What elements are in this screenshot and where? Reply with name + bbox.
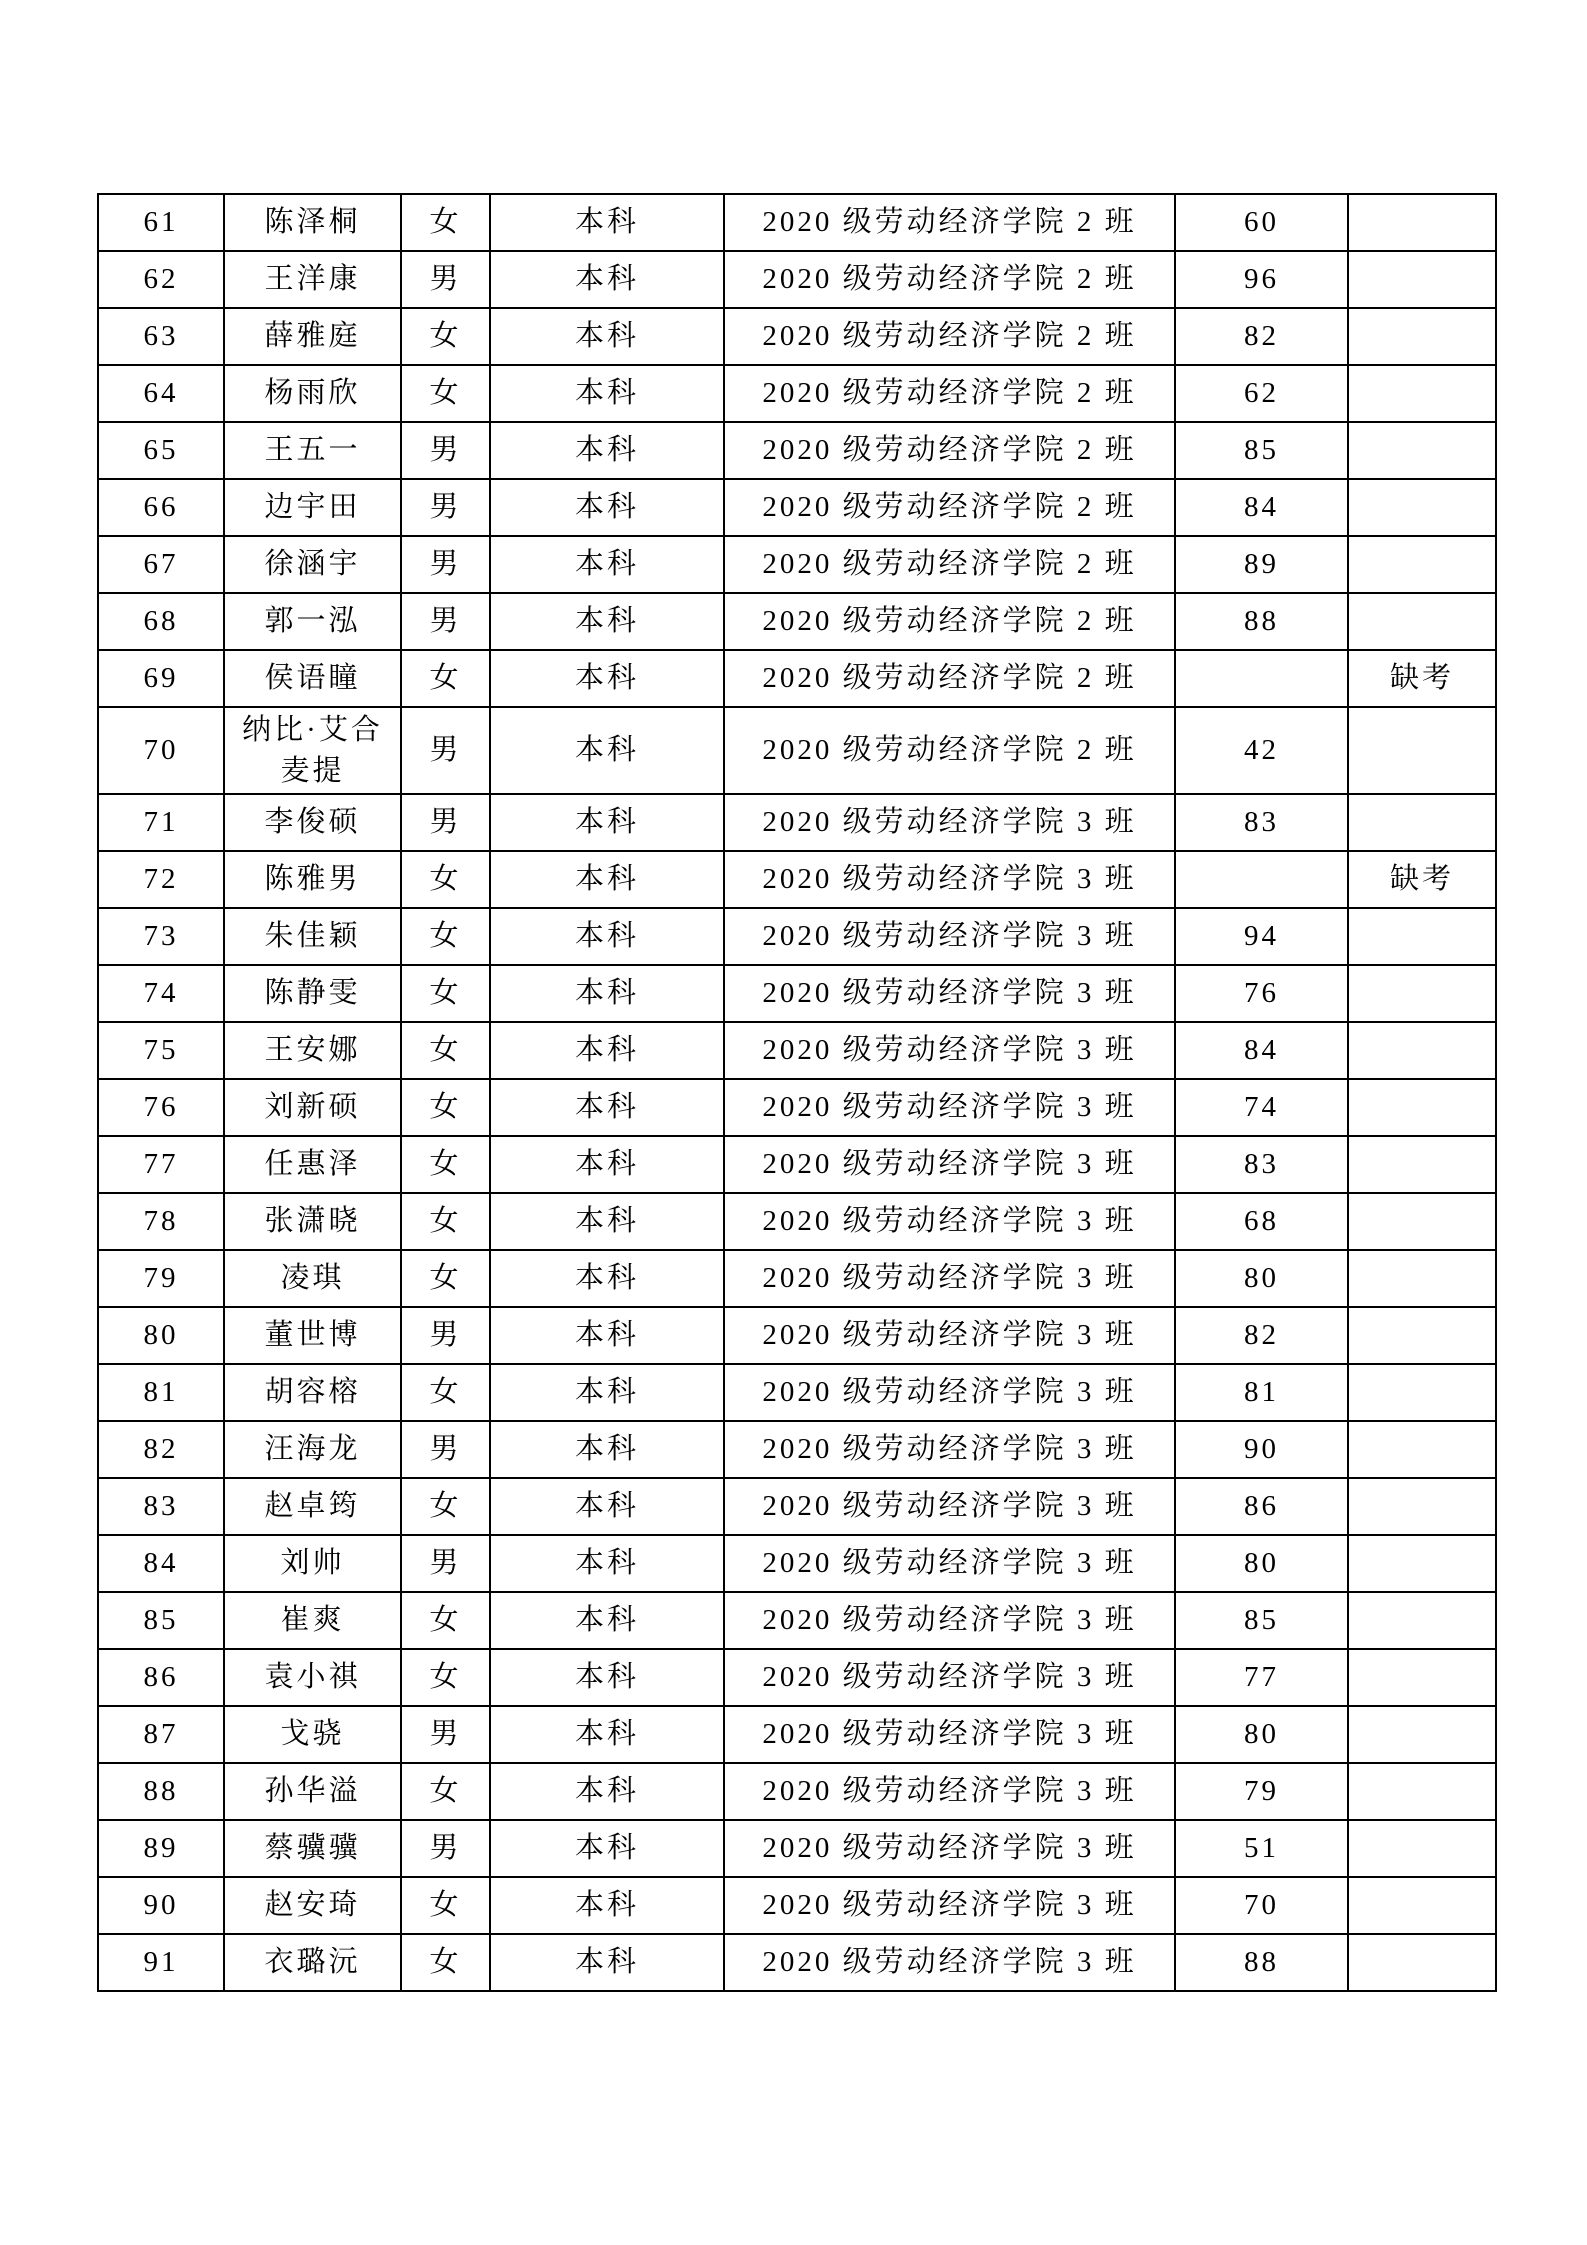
- cell-number: 69: [98, 650, 224, 707]
- cell-level: 本科: [490, 707, 724, 794]
- cell-class_name: 2020 级劳动经济学院 2 班: [724, 194, 1175, 251]
- cell-level: 本科: [490, 1535, 724, 1592]
- cell-remark: [1348, 965, 1496, 1022]
- cell-remark: 缺考: [1348, 851, 1496, 908]
- cell-remark: [1348, 1022, 1496, 1079]
- cell-class_name: 2020 级劳动经济学院 3 班: [724, 1592, 1175, 1649]
- cell-class_name: 2020 级劳动经济学院 2 班: [724, 365, 1175, 422]
- cell-name: 赵安琦: [224, 1877, 401, 1934]
- cell-name: 边宇田: [224, 479, 401, 536]
- cell-level: 本科: [490, 1877, 724, 1934]
- cell-level: 本科: [490, 1364, 724, 1421]
- cell-class_name: 2020 级劳动经济学院 3 班: [724, 1364, 1175, 1421]
- cell-gender: 女: [401, 1364, 490, 1421]
- cell-remark: [1348, 1307, 1496, 1364]
- cell-gender: 女: [401, 851, 490, 908]
- cell-gender: 女: [401, 1136, 490, 1193]
- cell-number: 79: [98, 1250, 224, 1307]
- cell-level: 本科: [490, 1763, 724, 1820]
- cell-name: 陈静雯: [224, 965, 401, 1022]
- cell-class_name: 2020 级劳动经济学院 3 班: [724, 851, 1175, 908]
- cell-remark: [1348, 1535, 1496, 1592]
- cell-gender: 男: [401, 1706, 490, 1763]
- cell-gender: 女: [401, 908, 490, 965]
- cell-level: 本科: [490, 593, 724, 650]
- cell-gender: 女: [401, 308, 490, 365]
- cell-name: 衣璐沅: [224, 1934, 401, 1991]
- cell-gender: 女: [401, 1934, 490, 1991]
- cell-class_name: 2020 级劳动经济学院 3 班: [724, 1877, 1175, 1934]
- cell-class_name: 2020 级劳动经济学院 2 班: [724, 707, 1175, 794]
- table-row: [98, 1934, 1496, 1991]
- table-row: [98, 650, 1496, 707]
- cell-number: 88: [98, 1763, 224, 1820]
- cell-class_name: 2020 级劳动经济学院 3 班: [724, 1250, 1175, 1307]
- cell-class_name: 2020 级劳动经济学院 2 班: [724, 593, 1175, 650]
- cell-class_name: 2020 级劳动经济学院 2 班: [724, 308, 1175, 365]
- cell-score: 51: [1175, 1820, 1348, 1877]
- cell-number: 87: [98, 1706, 224, 1763]
- cell-level: 本科: [490, 1934, 724, 1991]
- cell-remark: [1348, 1934, 1496, 1991]
- cell-level: 本科: [490, 365, 724, 422]
- cell-name: 王洋康: [224, 251, 401, 308]
- cell-number: 76: [98, 1079, 224, 1136]
- cell-remark: [1348, 536, 1496, 593]
- cell-class_name: 2020 级劳动经济学院 3 班: [724, 1079, 1175, 1136]
- cell-gender: 女: [401, 365, 490, 422]
- table-row: [98, 965, 1496, 1022]
- cell-gender: 女: [401, 1079, 490, 1136]
- cell-gender: 男: [401, 1535, 490, 1592]
- table-row: [98, 1535, 1496, 1592]
- cell-number: 85: [98, 1592, 224, 1649]
- table-row: [98, 194, 1496, 251]
- cell-score: 84: [1175, 1022, 1348, 1079]
- cell-remark: [1348, 308, 1496, 365]
- cell-remark: [1348, 1649, 1496, 1706]
- table-row: [98, 1706, 1496, 1763]
- table-row: [98, 1649, 1496, 1706]
- cell-name: 蔡骥骥: [224, 1820, 401, 1877]
- cell-score: 83: [1175, 794, 1348, 851]
- cell-level: 本科: [490, 1079, 724, 1136]
- cell-gender: 男: [401, 251, 490, 308]
- cell-score: 70: [1175, 1877, 1348, 1934]
- table-row: [98, 1364, 1496, 1421]
- cell-gender: 男: [401, 794, 490, 851]
- cell-gender: 女: [401, 1649, 490, 1706]
- cell-class_name: 2020 级劳动经济学院 3 班: [724, 1421, 1175, 1478]
- cell-class_name: 2020 级劳动经济学院 3 班: [724, 1535, 1175, 1592]
- cell-level: 本科: [490, 1478, 724, 1535]
- cell-level: 本科: [490, 1706, 724, 1763]
- table-row: [98, 308, 1496, 365]
- cell-score: 83: [1175, 1136, 1348, 1193]
- cell-score: 85: [1175, 1592, 1348, 1649]
- cell-number: 82: [98, 1421, 224, 1478]
- cell-remark: [1348, 1877, 1496, 1934]
- cell-level: 本科: [490, 308, 724, 365]
- cell-name: 郭一泓: [224, 593, 401, 650]
- table-row: [98, 1820, 1496, 1877]
- cell-gender: 女: [401, 1022, 490, 1079]
- cell-gender: 男: [401, 1421, 490, 1478]
- cell-class_name: 2020 级劳动经济学院 3 班: [724, 1307, 1175, 1364]
- cell-score: 80: [1175, 1706, 1348, 1763]
- cell-class_name: 2020 级劳动经济学院 2 班: [724, 536, 1175, 593]
- cell-class_name: 2020 级劳动经济学院 3 班: [724, 794, 1175, 851]
- cell-name: 张潇晓: [224, 1193, 401, 1250]
- cell-class_name: 2020 级劳动经济学院 3 班: [724, 1193, 1175, 1250]
- cell-level: 本科: [490, 1421, 724, 1478]
- cell-remark: [1348, 1478, 1496, 1535]
- cell-score: 84: [1175, 479, 1348, 536]
- table-row: [98, 1250, 1496, 1307]
- cell-name: 李俊硕: [224, 794, 401, 851]
- student-score-table: [97, 193, 1497, 1992]
- cell-gender: 女: [401, 1763, 490, 1820]
- cell-number: 90: [98, 1877, 224, 1934]
- cell-score: 85: [1175, 422, 1348, 479]
- cell-remark: [1348, 1079, 1496, 1136]
- cell-number: 74: [98, 965, 224, 1022]
- cell-score: 74: [1175, 1079, 1348, 1136]
- cell-remark: [1348, 479, 1496, 536]
- cell-class_name: 2020 级劳动经济学院 3 班: [724, 1478, 1175, 1535]
- table-row: [98, 1592, 1496, 1649]
- cell-level: 本科: [490, 1022, 724, 1079]
- cell-gender: 男: [401, 536, 490, 593]
- table-row: [98, 1763, 1496, 1820]
- table-row: [98, 536, 1496, 593]
- cell-name: 胡容榕: [224, 1364, 401, 1421]
- cell-level: 本科: [490, 1307, 724, 1364]
- cell-number: 80: [98, 1307, 224, 1364]
- cell-number: 61: [98, 194, 224, 251]
- cell-score: 62: [1175, 365, 1348, 422]
- cell-remark: [1348, 707, 1496, 794]
- table-row: [98, 851, 1496, 908]
- cell-remark: [1348, 1136, 1496, 1193]
- cell-score: 80: [1175, 1535, 1348, 1592]
- cell-remark: [1348, 1820, 1496, 1877]
- cell-score: 81: [1175, 1364, 1348, 1421]
- cell-number: 66: [98, 479, 224, 536]
- table-row: [98, 1136, 1496, 1193]
- cell-name: 任惠泽: [224, 1136, 401, 1193]
- table-row: [98, 794, 1496, 851]
- cell-number: 83: [98, 1478, 224, 1535]
- cell-level: 本科: [490, 194, 724, 251]
- cell-remark: [1348, 365, 1496, 422]
- table-row: [98, 1877, 1496, 1934]
- table-row: [98, 1079, 1496, 1136]
- table-row: [98, 908, 1496, 965]
- cell-level: 本科: [490, 422, 724, 479]
- cell-class_name: 2020 级劳动经济学院 3 班: [724, 1934, 1175, 1991]
- cell-score: 79: [1175, 1763, 1348, 1820]
- table-row: [98, 365, 1496, 422]
- cell-number: 64: [98, 365, 224, 422]
- cell-remark: [1348, 251, 1496, 308]
- cell-gender: 女: [401, 194, 490, 251]
- cell-number: 72: [98, 851, 224, 908]
- cell-remark: [1348, 1364, 1496, 1421]
- cell-remark: [1348, 1763, 1496, 1820]
- cell-number: 71: [98, 794, 224, 851]
- table-row: [98, 251, 1496, 308]
- cell-level: 本科: [490, 1820, 724, 1877]
- cell-gender: 女: [401, 965, 490, 1022]
- cell-level: 本科: [490, 851, 724, 908]
- cell-name: 侯语瞳: [224, 650, 401, 707]
- cell-score: 90: [1175, 1421, 1348, 1478]
- cell-score: 68: [1175, 1193, 1348, 1250]
- cell-name: 朱佳颖: [224, 908, 401, 965]
- cell-level: 本科: [490, 536, 724, 593]
- cell-gender: 男: [401, 422, 490, 479]
- cell-name: 董世博: [224, 1307, 401, 1364]
- cell-gender: 女: [401, 1877, 490, 1934]
- table-row: [98, 422, 1496, 479]
- table-row: [98, 707, 1496, 794]
- cell-remark: [1348, 1421, 1496, 1478]
- cell-number: 77: [98, 1136, 224, 1193]
- cell-score: 94: [1175, 908, 1348, 965]
- cell-level: 本科: [490, 479, 724, 536]
- cell-score: 82: [1175, 308, 1348, 365]
- cell-gender: 女: [401, 650, 490, 707]
- cell-name: 凌琪: [224, 1250, 401, 1307]
- cell-score: 82: [1175, 1307, 1348, 1364]
- table-row: [98, 1193, 1496, 1250]
- cell-remark: [1348, 1706, 1496, 1763]
- cell-name: 刘新硕: [224, 1079, 401, 1136]
- cell-number: 91: [98, 1934, 224, 1991]
- cell-score: 89: [1175, 536, 1348, 593]
- table-row: [98, 1307, 1496, 1364]
- cell-name: 刘帅: [224, 1535, 401, 1592]
- cell-number: 84: [98, 1535, 224, 1592]
- cell-score: 88: [1175, 1934, 1348, 1991]
- cell-name: 杨雨欣: [224, 365, 401, 422]
- cell-number: 78: [98, 1193, 224, 1250]
- cell-score: [1175, 851, 1348, 908]
- cell-remark: [1348, 794, 1496, 851]
- cell-score: 96: [1175, 251, 1348, 308]
- cell-name: 纳比·艾合麦提: [224, 707, 401, 794]
- cell-number: 68: [98, 593, 224, 650]
- cell-name: 薛雅庭: [224, 308, 401, 365]
- cell-remark: 缺考: [1348, 650, 1496, 707]
- table-row: [98, 593, 1496, 650]
- cell-score: 60: [1175, 194, 1348, 251]
- cell-class_name: 2020 级劳动经济学院 3 班: [724, 1763, 1175, 1820]
- cell-level: 本科: [490, 1592, 724, 1649]
- cell-name: 王安娜: [224, 1022, 401, 1079]
- cell-number: 81: [98, 1364, 224, 1421]
- cell-name: 陈雅男: [224, 851, 401, 908]
- cell-score: [1175, 650, 1348, 707]
- cell-level: 本科: [490, 1649, 724, 1706]
- table-row: [98, 1022, 1496, 1079]
- cell-level: 本科: [490, 1136, 724, 1193]
- cell-class_name: 2020 级劳动经济学院 3 班: [724, 965, 1175, 1022]
- cell-level: 本科: [490, 1250, 724, 1307]
- cell-name: 赵卓筠: [224, 1478, 401, 1535]
- cell-number: 62: [98, 251, 224, 308]
- cell-name: 孙华溢: [224, 1763, 401, 1820]
- cell-gender: 男: [401, 1307, 490, 1364]
- table-row: [98, 1421, 1496, 1478]
- cell-class_name: 2020 级劳动经济学院 3 班: [724, 1820, 1175, 1877]
- cell-score: 77: [1175, 1649, 1348, 1706]
- cell-number: 73: [98, 908, 224, 965]
- cell-class_name: 2020 级劳动经济学院 3 班: [724, 1706, 1175, 1763]
- cell-gender: 女: [401, 1478, 490, 1535]
- table-row: [98, 1478, 1496, 1535]
- cell-score: 42: [1175, 707, 1348, 794]
- cell-level: 本科: [490, 251, 724, 308]
- cell-number: 89: [98, 1820, 224, 1877]
- cell-name: 戈骁: [224, 1706, 401, 1763]
- cell-level: 本科: [490, 965, 724, 1022]
- cell-remark: [1348, 908, 1496, 965]
- cell-gender: 男: [401, 1820, 490, 1877]
- cell-class_name: 2020 级劳动经济学院 3 班: [724, 1136, 1175, 1193]
- cell-gender: 女: [401, 1250, 490, 1307]
- cell-class_name: 2020 级劳动经济学院 2 班: [724, 422, 1175, 479]
- cell-number: 63: [98, 308, 224, 365]
- cell-remark: [1348, 1592, 1496, 1649]
- cell-number: 86: [98, 1649, 224, 1706]
- cell-score: 80: [1175, 1250, 1348, 1307]
- cell-remark: [1348, 1193, 1496, 1250]
- cell-name: 陈泽桐: [224, 194, 401, 251]
- cell-number: 65: [98, 422, 224, 479]
- cell-score: 86: [1175, 1478, 1348, 1535]
- table-row: [98, 479, 1496, 536]
- cell-level: 本科: [490, 794, 724, 851]
- cell-number: 75: [98, 1022, 224, 1079]
- cell-score: 76: [1175, 965, 1348, 1022]
- cell-gender: 男: [401, 593, 490, 650]
- cell-remark: [1348, 593, 1496, 650]
- cell-level: 本科: [490, 650, 724, 707]
- cell-gender: 女: [401, 1193, 490, 1250]
- cell-level: 本科: [490, 908, 724, 965]
- cell-class_name: 2020 级劳动经济学院 2 班: [724, 650, 1175, 707]
- cell-gender: 男: [401, 479, 490, 536]
- cell-name: 王五一: [224, 422, 401, 479]
- cell-score: 88: [1175, 593, 1348, 650]
- cell-name: 徐涵宇: [224, 536, 401, 593]
- cell-class_name: 2020 级劳动经济学院 2 班: [724, 251, 1175, 308]
- cell-name: 崔爽: [224, 1592, 401, 1649]
- cell-remark: [1348, 422, 1496, 479]
- cell-remark: [1348, 194, 1496, 251]
- cell-remark: [1348, 1250, 1496, 1307]
- cell-class_name: 2020 级劳动经济学院 3 班: [724, 908, 1175, 965]
- cell-class_name: 2020 级劳动经济学院 3 班: [724, 1022, 1175, 1079]
- cell-number: 67: [98, 536, 224, 593]
- cell-gender: 男: [401, 707, 490, 794]
- cell-class_name: 2020 级劳动经济学院 2 班: [724, 479, 1175, 536]
- cell-name: 汪海龙: [224, 1421, 401, 1478]
- student-table-body: [98, 194, 1496, 1991]
- cell-name: 袁小祺: [224, 1649, 401, 1706]
- cell-level: 本科: [490, 1193, 724, 1250]
- cell-number: 70: [98, 707, 224, 794]
- cell-gender: 女: [401, 1592, 490, 1649]
- cell-class_name: 2020 级劳动经济学院 3 班: [724, 1649, 1175, 1706]
